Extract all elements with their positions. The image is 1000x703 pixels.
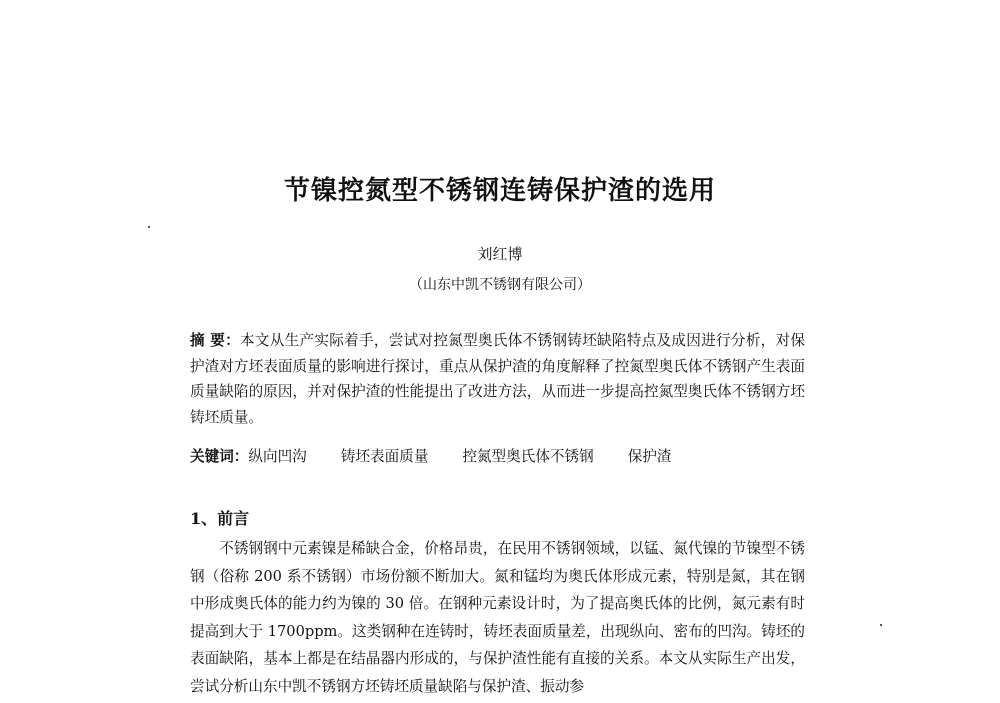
author-name: 刘红博 [477, 245, 523, 263]
abstract [190, 328, 805, 430]
section-body: 不锈钢钢中元素镍是稀缺合金，价格昂贵，在民用不锈钢领域，以锰、氮代镍的节镍型不锈钢（俗称 200 系不锈钢）市场份额不断加大。氮和锰均为奥氏体形成元素，特别是氮，其在钢中形成奥氏体的能力约为镍的 30 倍。在钢种元素设计时，为了提高奥氏体的比例，氮元素有时提高到大于 1700ppm。这类钢种在连铸时，铸坯表面质量差，出现纵向、密布的凹沟。铸坯的表面缺陷，基本上都是在结晶器内形成的，与保护渣性能有直接的关系。本文从实际生产出发，尝试分析山东中凯不锈钢方坯铸坯质量缺陷与保护渣、振动参 [190, 540, 805, 695]
scan-speck [148, 226, 150, 228]
keyword: 纵向凹沟 [248, 448, 307, 465]
keyword: 保护渣 [627, 448, 672, 465]
keywords-label: 关键词： [190, 448, 249, 465]
keyword: 铸坯表面质量 [340, 448, 429, 465]
keyword: 控氮型奥氏体不锈钢 [462, 448, 594, 465]
scan-speck [880, 624, 882, 626]
section-heading: 1、前言 [190, 509, 250, 528]
abstract-label: 摘 要： [190, 332, 240, 349]
author-affiliation: （山东中凯不锈钢有限公司） [409, 277, 591, 293]
keywords [190, 444, 805, 469]
abstract-text: 本文从生产实际着手，尝试对控氮型奥氏体不锈钢铸坯缺陷特点及成因进行分析，对保护渣对方坯表面质量的影响进行探讨，重点从保护渣的角度解释了控氮型奥氏体不锈钢产生表面质量缺陷的原因，并对保护渣的性能提出了改进方法，从而进一步提高控氮型奥氏体不锈钢方坯铸坯质量。 [190, 332, 805, 426]
paper-title: 节镍控氮型不锈钢连铸保护渣的选用 [283, 176, 716, 206]
